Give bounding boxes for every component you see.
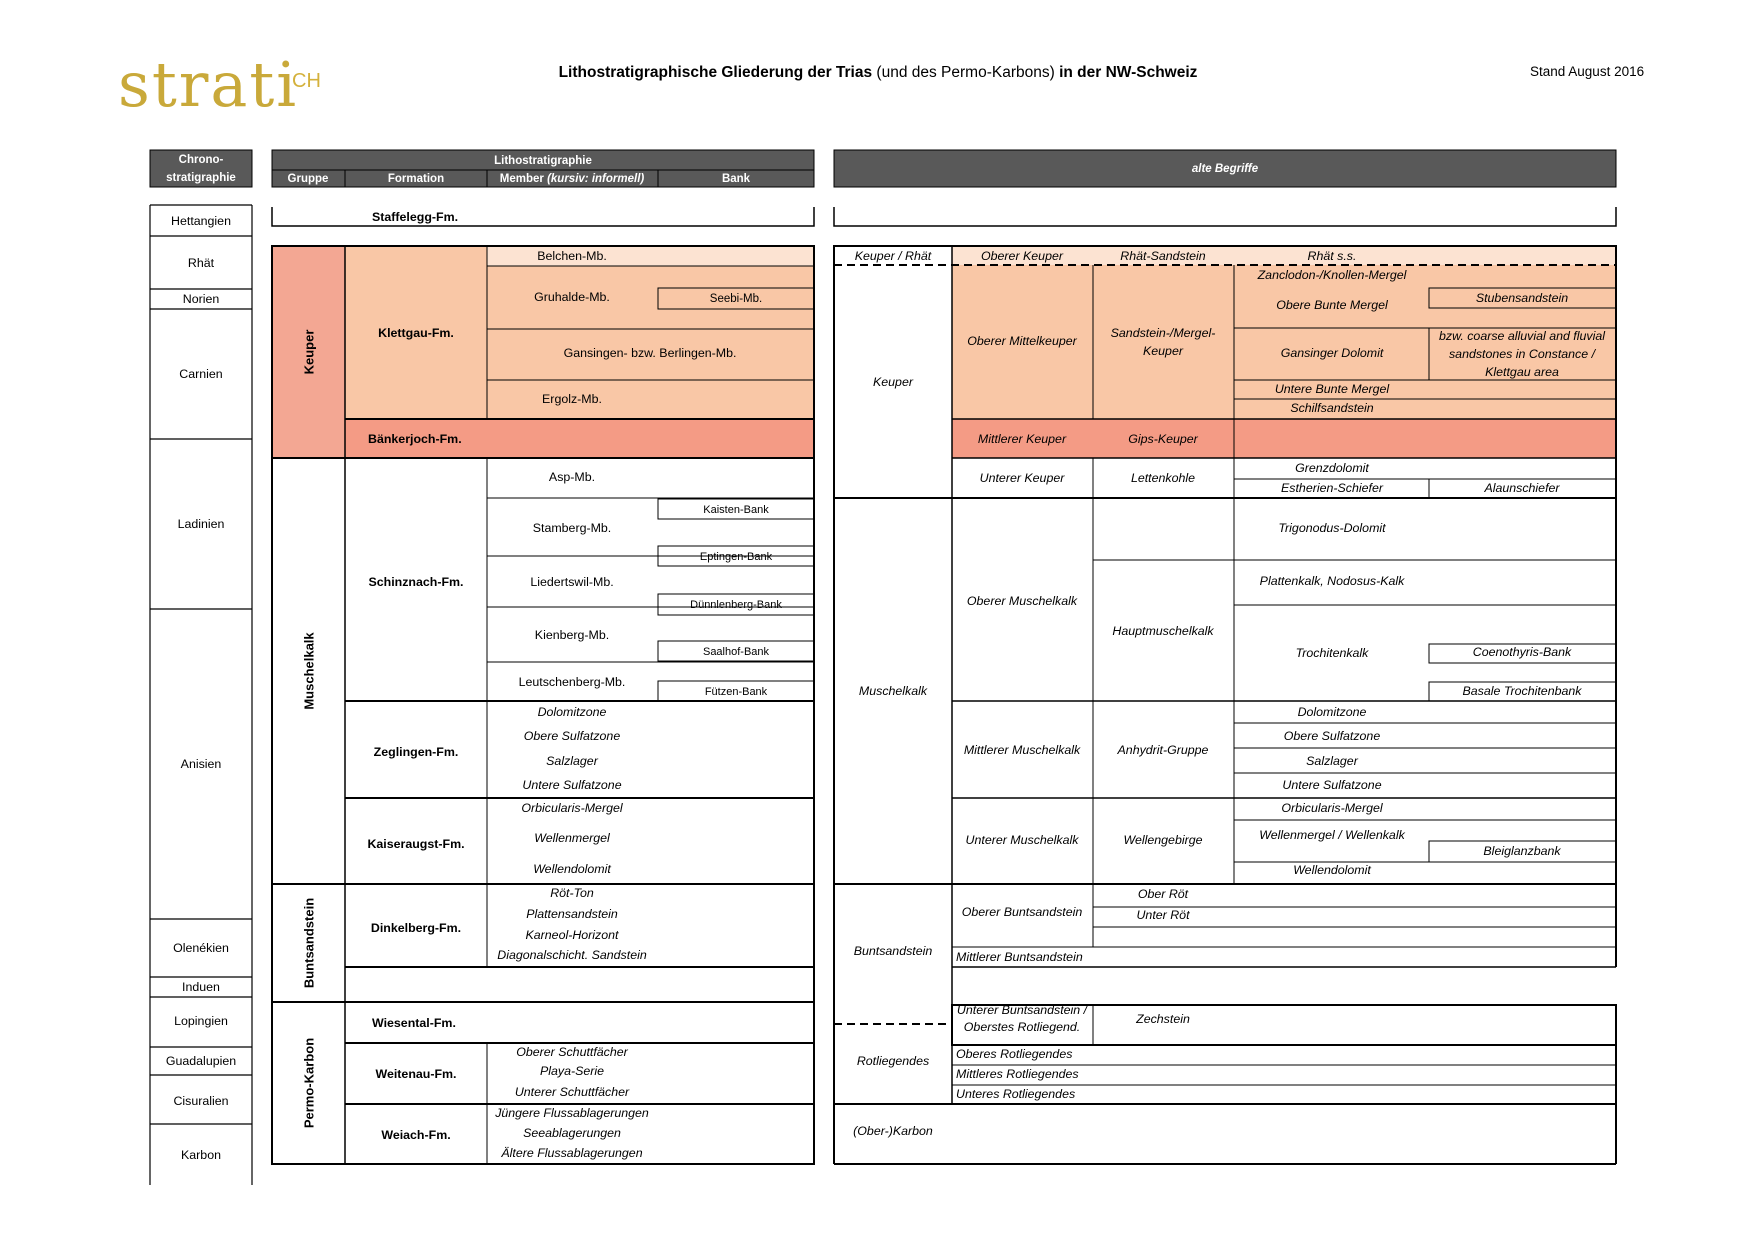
alt-mittlerer-keuper: Mittlerer Keuper [977, 432, 1067, 446]
alt-mm-untere-sulfatzone: Untere Sulfatzone [1282, 778, 1382, 792]
member-wellenmergel: Wellenmergel [534, 831, 610, 845]
member-salzlager: Salzlager [546, 754, 598, 768]
alt-schilfsandstein: Schilfsandstein [1290, 401, 1374, 415]
alt-unteres-rotliegendes: Unteres Rotliegendes [956, 1087, 1076, 1101]
alt-gansinger-dolomit: Gansinger Dolomit [1280, 346, 1384, 360]
title-part-1: Lithostratigraphische Gliederung der Trias [558, 64, 873, 81]
alt-oberes-rotliegendes: Oberes Rotliegendes [956, 1047, 1073, 1061]
alt-oberer-keuper: Oberer Keuper [981, 249, 1063, 263]
alt-sandstein-mergel-2: Keuper [1143, 344, 1183, 358]
stage-anisien: Anisien [180, 757, 222, 771]
logo-text: strati [118, 48, 299, 121]
formation-zeglingen: Zeglingen-Fm. [373, 745, 459, 759]
alt-trigonodus-dolomit: Trigonodus-Dolomit [1278, 521, 1386, 535]
stage-norien: Norien [182, 292, 220, 306]
member-belchen: Belchen-Mb. [537, 249, 607, 263]
member-kienberg: Kienberg-Mb. [534, 628, 610, 642]
formation-wiesental: Wiesental-Fm. [372, 1016, 456, 1030]
alt-coarse-alluvial-2: sandstones in Constance / [1448, 347, 1596, 361]
formation-klettgau: Klettgau-Fm. [378, 326, 454, 340]
chrono-header-line1: Chrono- [178, 154, 224, 166]
stage-rhaet: Rhät [187, 256, 215, 270]
alt-wellengebirge: Wellengebirge [1123, 833, 1203, 847]
alt-anhydrit-gruppe: Anhydrit-Gruppe [1117, 743, 1209, 757]
formation-schinznach: Schinznach-Fm. [368, 575, 464, 589]
formation-weiach: Weiach-Fm. [381, 1128, 451, 1142]
alt-rotliegendes: Rotliegendes [856, 1054, 930, 1068]
col-member [500, 172, 644, 186]
logo-superscript: CH [292, 70, 321, 92]
bank-kaisten: Kaisten-Bank [703, 504, 769, 516]
bank-eptingen: Eptingen-Bank [699, 551, 773, 563]
alt-header: alte Begriffe [1191, 163, 1259, 175]
stage-guadalupien: Guadalupien [165, 1054, 237, 1068]
alt-buntsandstein: Buntsandstein [853, 944, 933, 958]
group-muschelkalk: Muschelkalk [301, 632, 317, 710]
alt-obere-bunte-mergel: Obere Bunte Mergel [1276, 298, 1388, 312]
member-liedertswil: Liedertswil-Mb. [530, 575, 614, 589]
bank-saalhof: Saalhof-Bank [702, 646, 770, 658]
member-obere-sulfatzone: Obere Sulfatzone [523, 729, 621, 743]
alt-plattenkalk: Plattenkalk, Nodosus-Kalk [1259, 574, 1405, 588]
member-gruhalde: Gruhalde-Mb. [534, 290, 610, 304]
alt-estherien-schiefer: Estherien-Schiefer [1281, 481, 1383, 495]
alt-coenothyris-bank: Coenothyris-Bank [1472, 645, 1572, 659]
alt-oberer-muschelkalk: Oberer Muschelkalk [966, 594, 1078, 608]
alt-gips-keuper: Gips-Keuper [1128, 432, 1198, 446]
title-part-2: (und des Permo-Karbons) [872, 64, 1060, 81]
alt-wellenmergel-wellenkalk: Wellenmergel / Wellenkalk [1259, 828, 1405, 842]
member-juengere-flussablagerungen: Jüngere Flussablagerungen [495, 1106, 649, 1120]
member-plattensandstein: Plattensandstein [526, 907, 618, 921]
belchen-cell [487, 246, 814, 266]
litho-header: Lithostratigraphie [494, 155, 592, 167]
chrono-header-line2: stratigraphie [166, 172, 236, 184]
col-bank: Bank [721, 173, 751, 185]
alt-ober-roet: Ober Röt [1137, 887, 1189, 901]
alt-alaunschiefer: Alaunschiefer [1484, 481, 1560, 495]
member-ergolz: Ergolz-Mb. [542, 392, 602, 406]
chrono-column [150, 205, 252, 1185]
group-keuper: Keuper [301, 329, 317, 375]
title-part-3: in der NW-Schweiz [1059, 64, 1198, 81]
stage-ladinien: Ladinien [177, 517, 225, 531]
alt-keuper-rhaet: Keuper / Rhät [854, 249, 932, 263]
formation-dinkelberg: Dinkelberg-Fm. [370, 921, 462, 935]
member-wellendolomit: Wellendolomit [533, 862, 611, 876]
alt-stubensandstein: Stubensandstein [1475, 291, 1569, 305]
bank-duennlenberg: Dünnlenberg-Bank [690, 599, 782, 611]
formation-weitenau: Weitenau-Fm. [375, 1067, 457, 1081]
alt-basale-trochitenbank: Basale Trochitenbank [1462, 684, 1582, 698]
alt-muschelkalk: Muschelkalk [858, 684, 928, 698]
member-stamberg: Stamberg-Mb. [532, 521, 612, 535]
member-seeablagerungen: Seeablagerungen [523, 1126, 621, 1140]
alt-zechstein: Zechstein [1136, 1012, 1190, 1026]
alt-mm-salzlager: Salzlager [1306, 754, 1358, 768]
alt-wellendolomit: Wellendolomit [1293, 863, 1371, 877]
member-dolomitzone: Dolomitzone [537, 705, 607, 719]
member-unterer-schuttfaecher: Unterer Schuttfächer [514, 1085, 630, 1099]
alt-unterer-buntsandstein-2: Oberstes Rotliegend. [963, 1020, 1081, 1034]
alt-mm-dolomitzone: Dolomitzone [1297, 705, 1367, 719]
group-buntsandstein: Buntsandstein [301, 897, 317, 989]
alt-hauptmuschelkalk: Hauptmuschelkalk [1112, 624, 1214, 638]
member-asp: Asp-Mb. [548, 470, 596, 484]
alt-ober-karbon: (Ober-)Karbon [853, 1124, 933, 1138]
member-aeltere-flussablagerungen: Ältere Flussablagerungen [501, 1146, 643, 1160]
col-formation: Formation [387, 173, 445, 185]
stage-hettangien: Hettangien [171, 214, 231, 228]
ergolz-cell [487, 380, 814, 419]
col-member-label: Member [499, 173, 544, 185]
alt-rhaet-ss: Rhät s.s. [1307, 249, 1357, 263]
group-permo-karbon: Permo-Karbon [301, 1037, 317, 1129]
alt-unterer-buntsandstein-1: Unterer Buntsandstein / [956, 1003, 1088, 1017]
member-untere-sulfatzone: Untere Sulfatzone [522, 778, 622, 792]
alt-untere-bunte-mergel: Untere Bunte Mergel [1274, 382, 1390, 396]
formation-baenkerjoch: Bänkerjoch-Fm. [368, 432, 462, 446]
alt-keuper: Keuper [873, 375, 913, 389]
alt-mittlerer-buntsandstein: Mittlerer Buntsandstein [956, 950, 1083, 964]
alt-unter-roet: Unter Röt [1136, 908, 1190, 922]
stage-cisuralien: Cisuralien [173, 1094, 229, 1108]
member-gansingen: Gansingen- bzw. Berlingen-Mb. [563, 346, 737, 360]
alt-sandstein-mergel-1: Sandstein-/Mergel- [1110, 326, 1216, 340]
formation-kaiseraugst: Kaiseraugst-Fm. [367, 837, 465, 851]
bank-fuetzen: Fützen-Bank [704, 686, 768, 698]
member-oberer-schuttfaecher: Oberer Schuttfächer [516, 1045, 628, 1059]
alt-mittlerer-muschelkalk: Mittlerer Muschelkalk [963, 743, 1081, 757]
alt-orbicularis-mergel: Orbicularis-Mergel [1281, 801, 1383, 815]
formation-staffelegg: Staffelegg-Fm. [372, 210, 459, 224]
alt-zanclodon: Zanclodon-/Knollen-Mergel [1257, 268, 1407, 282]
alt-mm-obere-sulfatzone: Obere Sulfatzone [1283, 729, 1381, 743]
member-karneol-horizont: Karneol-Horizont [525, 928, 619, 942]
stage-olenekien: Olenékien [173, 941, 229, 955]
member-diagonalschicht: Diagonalschicht. Sandstein [497, 948, 647, 962]
alt-trochitenkalk: Trochitenkalk [1295, 646, 1369, 660]
alt-bleiglanzbank: Bleiglanzbank [1483, 844, 1561, 858]
stage-lopingien: Lopingien [174, 1014, 228, 1028]
col-member-note: (kursiv: informell) [547, 173, 645, 185]
member-playa-serie: Playa-Serie [539, 1064, 605, 1078]
col-gruppe: Gruppe [287, 173, 329, 185]
alt-oberer-mittelkeuper: Oberer Mittelkeuper [967, 334, 1077, 348]
stage-karbon: Karbon [181, 1148, 221, 1162]
stage-induen: Induen [182, 980, 220, 994]
member-orbicularis: Orbicularis-Mergel [521, 801, 623, 815]
alt-oberer-buntsandstein: Oberer Buntsandstein [961, 905, 1083, 919]
alt-grenzdolomit: Grenzdolomit [1295, 461, 1369, 475]
member-roet-ton: Röt-Ton [550, 886, 594, 900]
alt-lettenkohle: Lettenkohle [1130, 471, 1196, 485]
stage-carnien: Carnien [179, 367, 223, 381]
member-leutschenberg: Leutschenberg-Mb. [518, 675, 626, 689]
alt-coarse-alluvial-1: bzw. coarse alluvial and fluvial [1439, 329, 1605, 343]
alt-rhaet-sandstein: Rhät-Sandstein [1120, 249, 1206, 263]
alt-coarse-alluvial-3: Klettgau area [1485, 365, 1559, 379]
alt-mittleres-rotliegendes: Mittleres Rotliegendes [956, 1067, 1079, 1081]
alt-unterer-keuper: Unterer Keuper [979, 471, 1065, 485]
date-stamp: Stand August 2016 [1530, 64, 1645, 79]
member-seebi: Seebi-Mb. [709, 293, 763, 305]
alt-unterer-muschelkalk: Unterer Muschelkalk [965, 833, 1079, 847]
